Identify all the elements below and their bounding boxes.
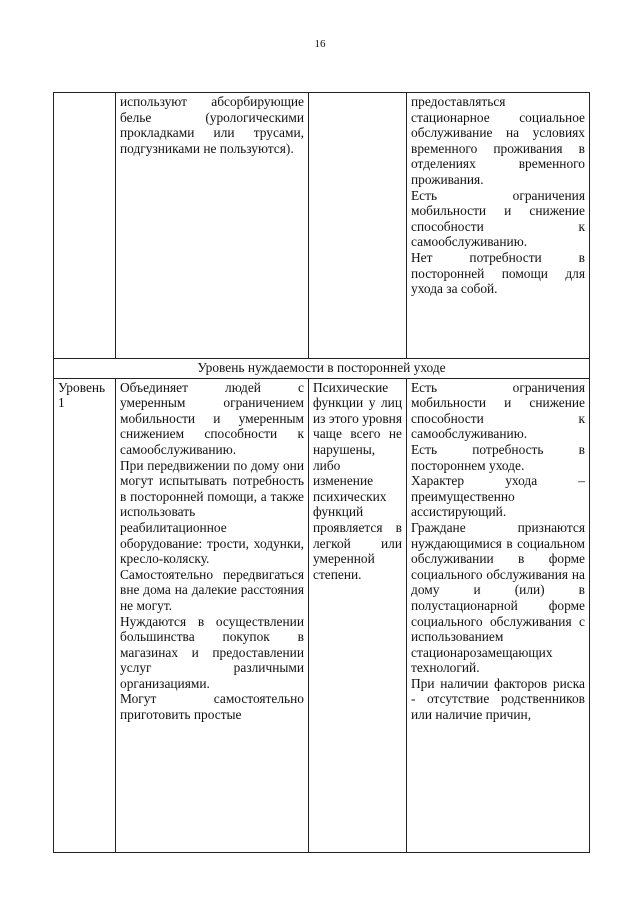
cell-paragraph: Есть ограничения мобильности и снижение способности к самообслуживанию. — [411, 379, 585, 442]
table-cell-description — [116, 93, 309, 359]
cell-paragraph: Нуждаются в осуществлении большинства покупок в магазинах и предоставлении услуг различными организациями. — [120, 613, 304, 691]
cell-paragraph: Есть потребность в постороннем уходе. — [411, 441, 585, 473]
cell-paragraph: Граждане признаются нуждающимися в социальном обслуживании в форме социального обслуживания на дому и (или) в полустационарной форме социального обслуживания с использованием стационарозамещающих технологий. — [411, 519, 585, 676]
cell-paragraph: При передвижении по дому они могут испытывать потребность в посторонней помощи, а также использовать реабилитационное оборудование: трости, ходунки, кресло-коляску. — [120, 457, 304, 567]
table-row — [54, 93, 590, 359]
section-heading: Уровень нуждаемости в посторонней уходе — [54, 359, 590, 379]
table-cell-service-form — [407, 93, 590, 359]
table-row — [54, 378, 590, 852]
cell-paragraph: Самостоятельно передвигаться вне дома на далекие расстояния не могут. — [120, 566, 304, 613]
table-cell-description — [116, 378, 309, 852]
table-cell-level: Уровень 1 — [54, 378, 116, 852]
cell-paragraph: При наличии факторов риска - отсутствие родственников или наличие причин, — [411, 675, 585, 723]
cell-paragraph: Характер ухода – преимущественно ассистирующий. — [411, 473, 585, 520]
cell-paragraph: предоставляться стационарное социальное обслуживание на условиях временного проживания в отделениях временного проживания. — [411, 94, 585, 187]
cell-paragraph: Психические функции у лиц из этого уровня чаще всего не нарушены, либо изменение психических функций проявляется в легкой или умеренной степени. — [313, 379, 402, 582]
cell-paragraph: Могут самостоятельно приготовить простые — [120, 691, 304, 723]
table-cell-mental-functions — [309, 93, 407, 359]
cell-paragraph: Есть ограничения мобильности и снижение способности к самообслуживанию. — [411, 187, 585, 250]
cell-paragraph: Нет потребности в посторонней помощи для ухода за собой. — [411, 249, 585, 297]
table-cell-level — [54, 93, 116, 359]
table-cell-service-form — [407, 378, 590, 852]
table-section-heading-row — [54, 359, 590, 379]
care-level-table — [53, 92, 590, 853]
cell-paragraph: Объединяет людей с умеренным ограничением мобильности и умеренным снижением способности к самообслуживанию. — [120, 379, 304, 457]
cell-paragraph: используют абсорбирующие белье (урологическими прокладками или трусами, подгузниками не пользуются). — [120, 94, 304, 156]
table-cell-mental-functions — [309, 378, 407, 852]
page-number: 16 — [314, 38, 326, 50]
